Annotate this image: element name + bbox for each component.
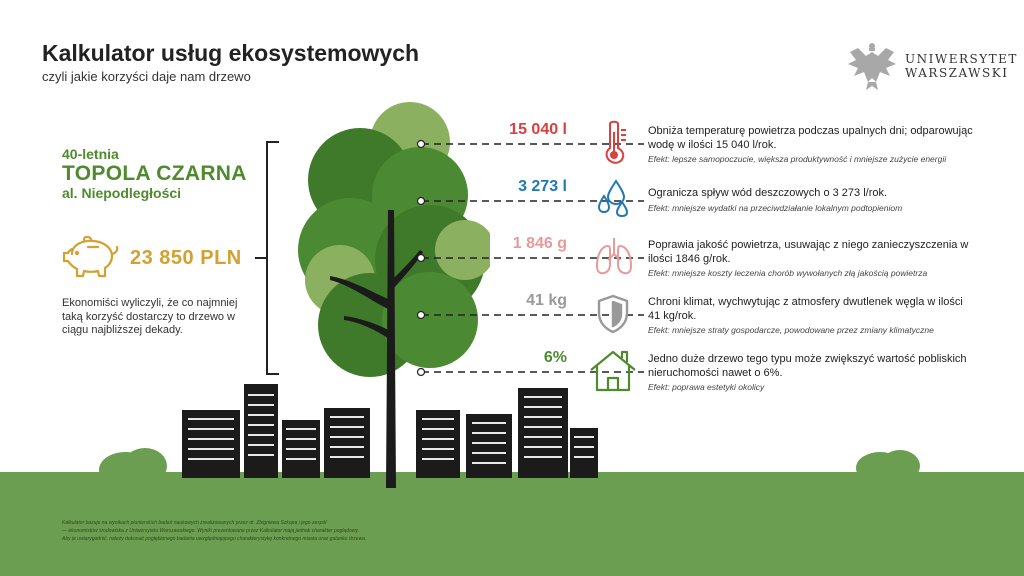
metric-cooling-water: 15 040 l xyxy=(509,121,567,138)
university-name-line1: UNIWERSYTET xyxy=(905,52,1018,66)
benefit-text: Ogranicza spływ wód deszczowych o 3 273 l/rok. xyxy=(648,187,888,199)
benefit-cooling xyxy=(648,125,978,164)
metric-air-pollutants: 1 846 g xyxy=(512,235,567,252)
page-subtitle: czyli jakie korzyści daje nam drzewo xyxy=(42,69,251,84)
benefit-air-quality xyxy=(648,239,978,278)
benefit-climate xyxy=(648,296,978,335)
footnote-line: — ekonomistów środowiska z Uniwersytetu Warszawskiego. Wyniki prezentowane przez Kalkulator mają jednak charakter poglądowy. xyxy=(62,528,359,534)
tree-location: al. Niepodległości xyxy=(62,185,182,201)
piggy-bank-icon xyxy=(60,236,122,280)
value-explanation: Ekonomiści wyliczyli, że co najmniej taką korzyść dostarczy to drzewo w ciągu najbliższej dekady. xyxy=(62,297,238,336)
water-drops-icon xyxy=(596,178,632,218)
metric-co2: 41 kg xyxy=(526,292,567,309)
shield-icon xyxy=(596,293,630,335)
benefit-text: Chroni klimat, wychwytując z atmosfery dwutlenek węgla w ilości 41 kg/rok. xyxy=(648,296,963,322)
benefit-effect: Efekt: mniejsze wydatki na przeciwdziałanie lokalnym podtopieniom xyxy=(648,202,903,213)
benefit-text: Jedno duże drzewo tego typu może zwiększyć wartość pobliskich nieruchomości nawet o 6%. xyxy=(648,353,967,379)
tree-age: 40-letnia xyxy=(62,146,119,162)
page-title: Kalkulator usług ekosystemowych xyxy=(42,40,420,66)
footnote-line: Kalkulator bazuje na wynikach pionierskich badań naukowych zrealizowanych przez dr. Zbigniewa Szkopa i jego zespół xyxy=(62,520,327,526)
benefit-effect: Efekt: mniejsze straty gospodarcze, powodowane przez zmiany klimatyczne xyxy=(648,325,934,335)
benefit-rainwater xyxy=(648,187,978,213)
bracket-divider xyxy=(255,140,285,376)
benefit-effect: Efekt: poprawa estetyki okolicy xyxy=(648,382,765,392)
tree-value-amount: 23 850 PLN xyxy=(130,247,242,269)
metric-rainwater: 3 273 l xyxy=(518,178,567,195)
university-name-line2: WARSZAWSKI xyxy=(905,66,1009,80)
house-icon xyxy=(588,348,638,394)
footnote-line: Aby je uwiarygodnić, należy dokonać pogłębionego badania uwzględniającego charakterystykę konkretnego miasta oraz gatunku drzewa. xyxy=(62,536,367,542)
university-name xyxy=(905,52,1018,80)
footnote xyxy=(62,519,366,543)
benefit-effect: Efekt: mniejsze koszty leczenia chorób wywołanych złą jakością powietrza xyxy=(648,268,928,278)
benefit-text: Obniża temperaturę powietrza podczas upalnych dni; odparowując wodę w ilości 15 040 l/rok. xyxy=(648,125,973,151)
benefit-property xyxy=(648,353,978,392)
thermometer-icon xyxy=(602,120,628,164)
benefit-text: Poprawia jakość powietrza, usuwając z niego zanieczyszczenia w ilości 1846 g/rok. xyxy=(648,239,969,265)
metric-property-value: 6% xyxy=(543,349,567,366)
tree-species: TOPOLA CZARNA xyxy=(62,162,247,185)
lungs-icon xyxy=(594,236,634,278)
benefit-effect: Efekt: lepsze samopoczucie, większa produktywność i mniejsze zużycie energii xyxy=(648,154,947,164)
